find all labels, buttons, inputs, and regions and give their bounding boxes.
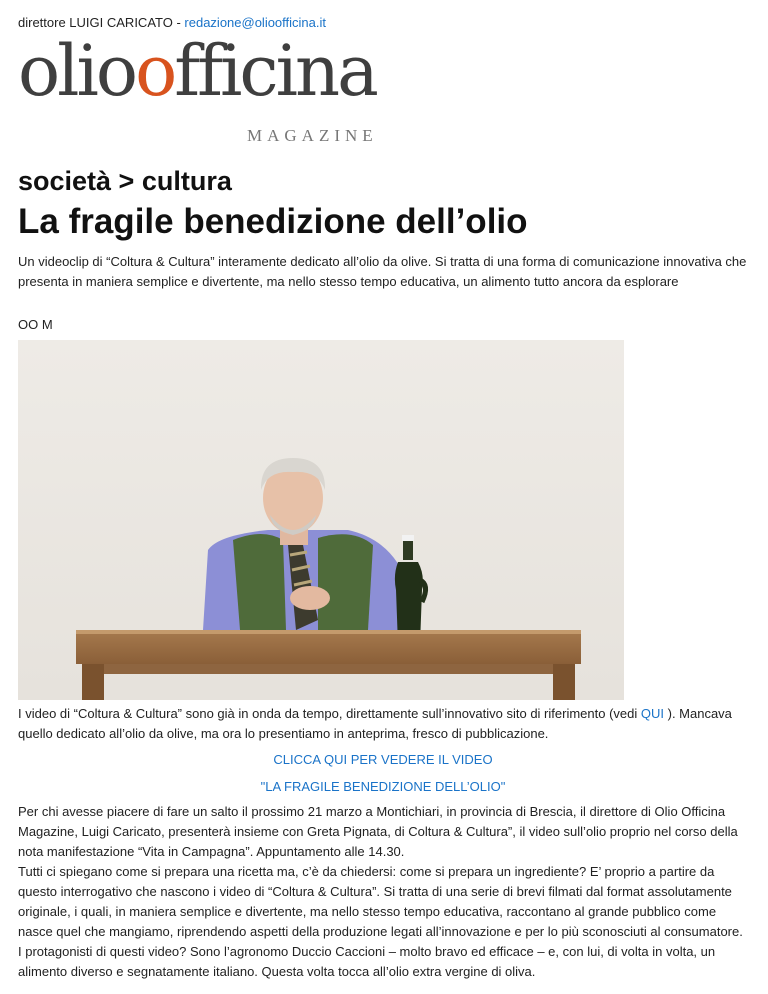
site-logo[interactable] — [18, 30, 398, 147]
article-author: OO M — [18, 317, 53, 332]
video-frame-illustration — [18, 340, 624, 700]
editor-label: direttore LUIGI CARICATO - — [18, 15, 185, 30]
watch-video-link[interactable]: CLICCA QUI PER VEDERE IL VIDEO — [273, 752, 493, 767]
logo-magazine-label: MAGAZINE — [247, 126, 378, 145]
video-caption: I video di “Coltura & Cultura” sono già in onda da tempo, direttamente sull’innovativo sito di riferimento (vedi QUI ). Mancava quello dedicato all’olio da olive, ma ora lo presentiamo in anteprima, fresco di pubblicazione. — [18, 706, 732, 741]
article-title: La fragile benedizione dell’olio — [18, 202, 528, 241]
editor-line — [18, 15, 326, 30]
body-paragraph-1: Per chi avesse piacere di fare un salto il prossimo 21 marzo a Montichiari, in provincia di Brescia, il direttore di Olio Officina Magazine, Luigi Caricato, presenterà insieme con Greta Pignata, di Coltura & Cultura”, il video sull’olio proprio nel corso della nota manifestazione “Vita in Campagna”. Appuntamento alle 14.30. — [18, 804, 738, 859]
body-paragraph-2: Tutti ci spiegano come si prepara una ricetta ma, c’è da chiedersi: come si prepara un ingrediente? E’ proprio a partire da questo interrogativo che nascono i video di “Coltura & Cultura”. Si tratta di una serie di brevi filmati dal format assolutamente originale, i quali, in maniera semplice e divertente, ma nello stesso tempo educativa, raccontano al grande pubblico come nasce quel che mangiamo, riprendendo aspetti della produzione legati all’innovazione e per lo più sconosciuti al consumatore. I protagonisti di questi video? Sono l’agronomo Duccio Caccioni – molto bravo ed efficace – e, con lui, di volta in volta, un alimento diverso e segnatamente italiano. Questa volta tocca all’olio extra vergine di oliva. — [18, 864, 743, 979]
video-title-link[interactable]: "LA FRAGILE BENEDIZIONE DELL’OLIO" — [260, 779, 506, 794]
logo-wordmark: olioofficina — [18, 30, 376, 112]
qui-link[interactable]: QUI — [640, 706, 664, 721]
section-breadcrumb[interactable]: società > cultura — [18, 166, 232, 196]
article-lead: Un videoclip di “Coltura & Cultura” interamente dedicato all’olio da olive. Si tratta di una forma di comunicazione innovativa che presenta in maniera semplice e divertente, ma nello stesso tempo educativa, un alimento tutto ancora da esplorare — [18, 254, 747, 289]
editor-email-link[interactable]: redazione@olioofficina.it — [184, 15, 327, 30]
video-still-image[interactable] — [18, 340, 624, 700]
